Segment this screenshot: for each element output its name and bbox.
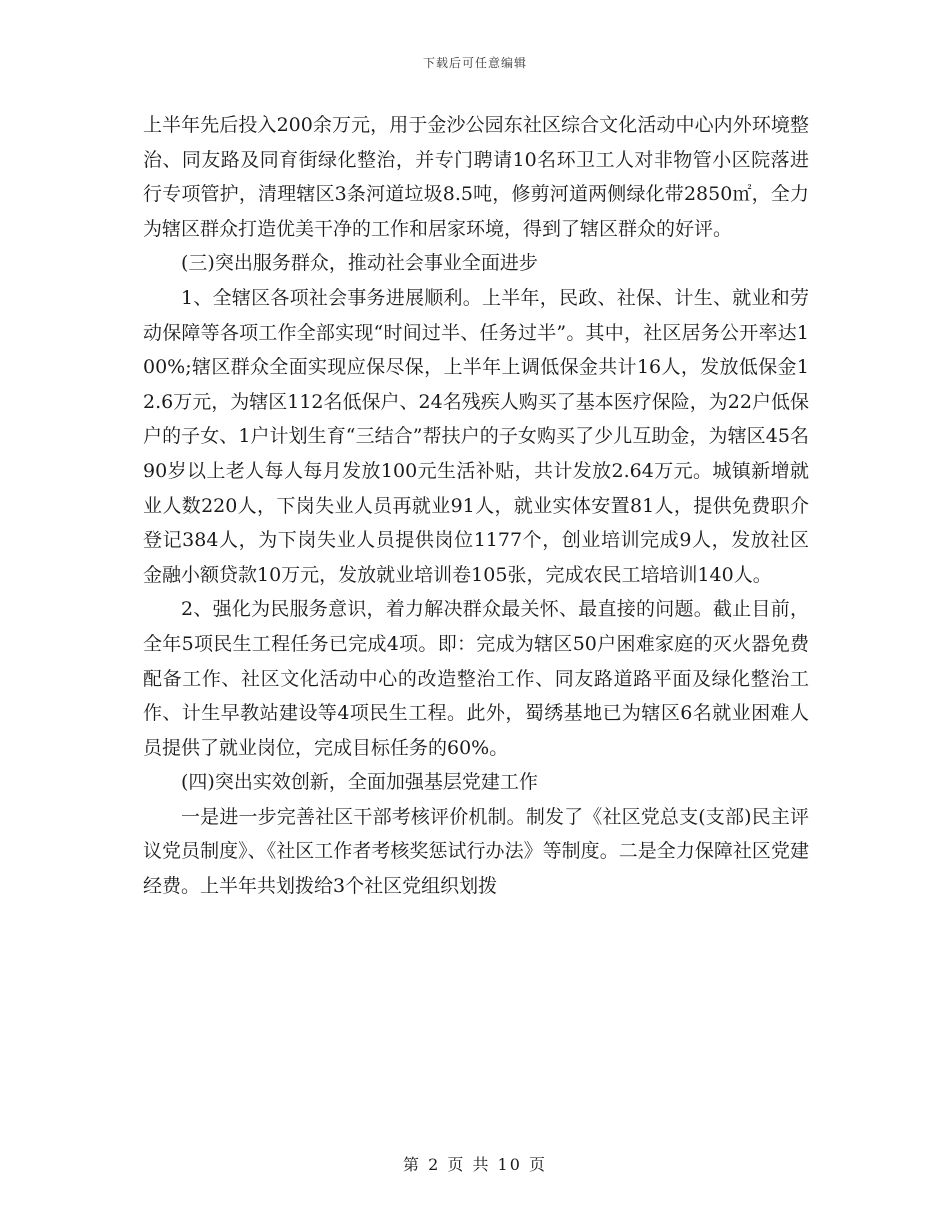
page-header: 下载后可任意编辑: [422, 56, 527, 70]
section-heading-4: (四)突出实效创新，全面加强基层党建工作: [181, 771, 538, 794]
paragraph-party-building: 一是进一步完善社区干部考核评价机制。制发了《社区党总支(支部)民主评议党员制度》、《社区工作者考核奖惩试行办法》等制度。二是全力保障社区党建经费。上半年共划拨给3个社区党组织划拨: [143, 805, 809, 898]
page-number-footer: 第 2 页 共 10 页: [403, 1155, 547, 1174]
paragraph-continuation: 上半年先后投入200余万元，用于金沙公园东社区综合文化活动中心内外环境整治、同友路及同育街绿化整治，并专门聘请10名环卫工人对非物管小区院落进行专项管护，清理辖区3条河道垃圾8.5吨，修剪河道两侧绿化带2850㎡，全力为辖区群众打造优美干净的工作和居家环境，得到了辖区群众的好评。: [143, 114, 809, 240]
section-heading-3: (三)突出服务群众，推动社会事业全面进步: [181, 252, 538, 275]
paragraph-public-service: 2、强化为民服务意识，着力解决群众最关怀、最直接的问题。截止目前，全年5项民生工程任务已完成4项。即：完成为辖区50户困难家庭的灭火器免费配备工作、社区文化活动中心的改造整治工作、同友路道路平面及绿化整治工作、计生早教站建设等4项民生工程。此外，蜀绣基地已为辖区6名就业困难人员提供了就业岗位，完成目标任务的60%。: [143, 598, 809, 759]
document-body: [143, 108, 809, 904]
paragraph-social-affairs: 1、全辖区各项社会事务进展顺利。上半年，民政、社保、计生、就业和劳动保障等各项工作全部实现“时间过半、任务过半”。其中，社区居务公开率达100%;辖区群众全面实现应保尽保，上半年上调低保金共计16人，发放低保金12.6万元，为辖区112名低保户、24名残疾人购买了基本医疗保险，为22户低保户的子女、1户计划生育“三结合”帮扶户的子女购买了少儿互助金，为辖区45名90岁以上老人每人每月发放100元生活补贴，共计发放2.64万元。城镇新增就业人数220人，下岗失业人员再就业91人，就业实体安置81人，提供免费职介登记384人，为下岗失业人员提供岗位1177个，创业培训完成9人，发放社区金融小额贷款10万元，发放就业培训卷105张，完成农民工培培训140人。: [143, 286, 809, 586]
